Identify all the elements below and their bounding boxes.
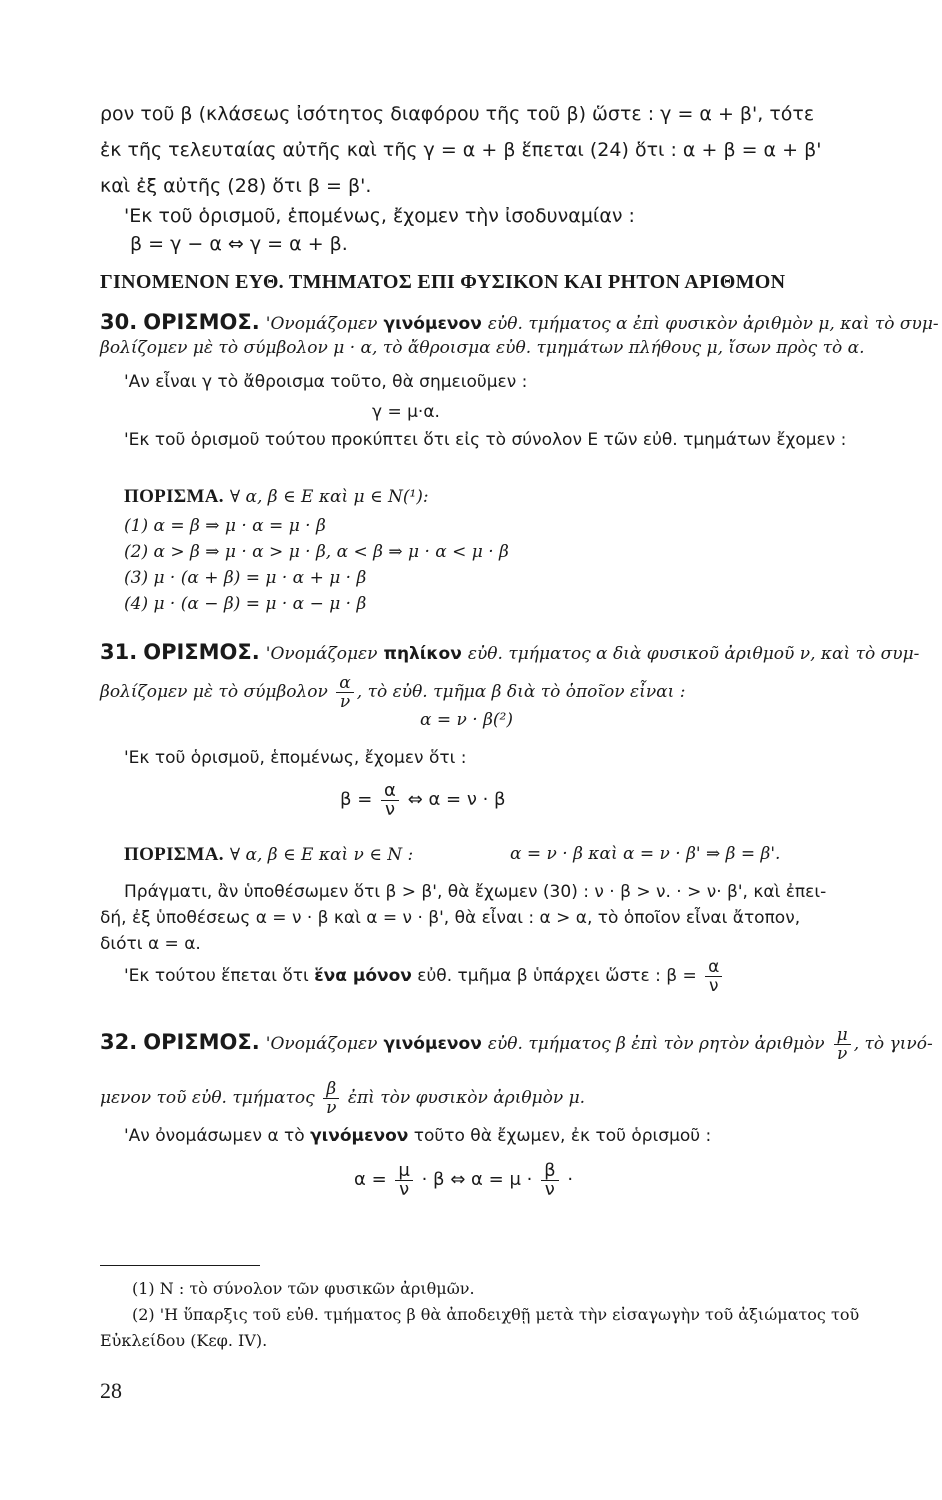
formula-part: · β ⇔ α = μ · <box>421 1169 533 1190</box>
corollary-item: (1) α = β ⇒ μ · α = μ · β <box>124 516 326 536</box>
text-line: καὶ ἐξ αὐτῆς (28) ὅτι β = β'. <box>100 175 372 197</box>
fraction-numerator: β <box>541 1162 559 1181</box>
definition-32-line2 <box>100 1078 585 1118</box>
definition-label: ΟΡΙΣΜΟΣ. <box>143 640 260 664</box>
fraction-numerator: α <box>381 782 399 801</box>
text-part: 'Εκ τούτου ἕπεται ὅτι <box>124 966 309 986</box>
definition-text: εὐθ. τμήματος β ἐπὶ τὸν ρητὸν ἀριθμὸν <box>487 1034 825 1054</box>
fraction-denominator: ν <box>837 1043 848 1064</box>
section-heading: ΓΙΝΟΜΕΝΟΝ ΕΥΘ. ΤΜΗΜΑΤΟΣ ΕΠΙ ΦΥΣΙΚΟΝ ΚΑΙ ΡΗΤΟΝ ΑΡΙΘΜΟΝ <box>100 271 786 293</box>
term-bold: γινόμενον <box>383 1034 482 1054</box>
formula-part: ⇔ α = ν · β <box>407 789 506 810</box>
formula-part: · <box>567 1169 574 1190</box>
footnote: (2) 'Η ὕπαρξις τοῦ εὐθ. τμήματος β θὰ ἀποδειχθῇ μετὰ τὴν εἰσαγωγὴν τοῦ ἀξιώματος τοῦ <box>132 1305 860 1324</box>
definition-text: εὐθ. τμήματος α διὰ φυσικοῦ ἀριθμοῦ ν, καὶ τὸ συμ- <box>467 644 920 664</box>
corollary-item: (4) μ · (α − β) = μ · α − μ · β <box>124 594 367 614</box>
definition-number: 32. <box>100 1030 138 1054</box>
footnote-divider <box>100 1265 260 1266</box>
fraction-denominator: ν <box>544 1178 555 1200</box>
text-line: 'Εκ τοῦ ὁρισμοῦ, ἑπομένως, ἔχομεν τὴν ἰσοδυναμίαν : <box>124 205 635 227</box>
fraction-denominator: ν <box>326 1098 337 1118</box>
definition-text: , τὸ γινό- <box>853 1034 933 1054</box>
corollary-label: ΠΟΡΙΣΜΑ. <box>124 844 224 865</box>
term-bold: ἕνα μόνον <box>314 966 412 986</box>
definition-32-line1 <box>100 1022 933 1064</box>
fraction-numerator: μ <box>834 1026 851 1045</box>
text-line: δή, ἐξ ὑποθέσεως α = ν · β καὶ α = ν · β', θὰ εἶναι : α > α, τὸ ὁποῖον εἶναι ἄτοπον, <box>100 908 801 928</box>
product-formula <box>354 1160 573 1200</box>
definition-text: ἐπὶ τὸν φυσικὸν ἀριθμὸν μ. <box>347 1088 586 1108</box>
definition-text: εὐθ. τμήματος α ἐπὶ φυσικὸν ἀριθμὸν μ, καὶ τὸ συμ- <box>487 314 939 334</box>
definition-text: 'Ονομάζομεν <box>265 644 378 664</box>
definition-text: μενον τοῦ εὐθ. τμήματος <box>100 1088 315 1108</box>
text-line: ρον τοῦ β (κλάσεως ἰσότητος διαφόρου τῆς τοῦ β) ὥστε : γ = α + β', τότε <box>100 103 815 125</box>
text-line: βολίζομεν μὲ τὸ σύμβολον μ · α, τὸ ἄθροισμα εὐθ. τμημάτων πλήθους μ, ἴσων πρὸς τὸ α. <box>100 338 865 358</box>
formula-part: β = <box>340 789 373 810</box>
fraction <box>323 1080 339 1117</box>
definition-number: 30. <box>100 310 138 334</box>
fraction-numerator: μ <box>395 1162 412 1181</box>
fraction-numerator: α <box>705 958 722 977</box>
fraction <box>541 1159 559 1200</box>
definition-30-line1 <box>100 310 939 336</box>
fraction-denominator: ν <box>399 1178 410 1200</box>
term-bold: γινόμενον <box>383 314 482 334</box>
text-line: διότι α = α. <box>100 934 201 954</box>
definition-label: ΟΡΙΣΜΟΣ. <box>143 1030 260 1054</box>
corollary-intro: ∀ α, β ∈ Ε καὶ μ ∈ N(¹): <box>229 487 429 507</box>
corollary-label: ΠΟΡΙΣΜΑ. <box>124 486 224 507</box>
term-bold: γινόμενον <box>310 1126 409 1146</box>
text-part: εὐθ. τμῆμα β ὑπάρχει ὥστε : β = <box>417 966 697 986</box>
text-line: 'Εκ τοῦ ὁρισμοῦ, ἑπομένως, ἔχομεν ὅτι : <box>124 748 467 768</box>
text-line: Πράγματι, ἂν ὑποθέσωμεν ὅτι β > β', θὰ ἔχωμεν (30) : ν · β > ν. · > ν· β', καὶ ἐπει- <box>124 882 827 902</box>
definition-32-line3 <box>124 1124 711 1148</box>
definition-31-line1 <box>100 640 919 666</box>
fraction <box>336 674 353 711</box>
text-line: 'Αν εἶναι γ τὸ ἄθροισμα τοῦτο, θὰ σημειοῦμεν : <box>124 372 528 392</box>
formula: γ = μ·α. <box>372 402 440 422</box>
formula-part: α = <box>354 1169 387 1190</box>
quotient-formula <box>340 780 506 820</box>
corollary-intro: ∀ α, β ∈ Ε καὶ ν ∈ N : <box>229 845 414 865</box>
footnote: (1) N : τὸ σύνολον τῶν φυσικῶν ἀριθμῶν. <box>132 1279 475 1298</box>
fraction <box>834 1026 851 1063</box>
corollary-item: (2) α > β ⇒ μ · α > μ · β, α < β ⇒ μ · α < μ · β <box>124 542 509 562</box>
corollary-item: (3) μ · (α + β) = μ · α + μ · β <box>124 568 367 588</box>
definition-text: 'Ονομάζομεν <box>265 314 378 334</box>
corollary-formula: α = ν · β καὶ α = ν · β' ⇒ β = β'. <box>510 844 781 864</box>
fraction-numerator: β <box>323 1080 339 1099</box>
text-line: 'Εκ τοῦ ὁρισμοῦ τούτου προκύπτει ὅτι εἰς τὸ σύνολον Ε τῶν εὐθ. τμημάτων ἔχομεν : <box>124 430 847 450</box>
footnote: Εὐκλείδου (Κεφ. IV). <box>100 1331 268 1350</box>
formula: α = ν · β(²) <box>420 710 513 730</box>
page-number: 28 <box>100 1378 122 1403</box>
corollary-2-header <box>124 842 413 867</box>
fraction-denominator: ν <box>384 798 395 820</box>
equivalence-formula: β = γ − α ⇔ γ = α + β. <box>130 233 348 255</box>
text-part: τοῦτο θὰ ἔχωμεν, ἐκ τοῦ ὁρισμοῦ : <box>413 1126 712 1146</box>
corollary-1-header <box>124 484 429 509</box>
definition-text: βολίζομεν μὲ τὸ σύμβολον <box>100 682 328 702</box>
term-bold: πηλίκον <box>383 644 462 664</box>
fraction <box>705 958 722 995</box>
definition-label: ΟΡΙΣΜΟΣ. <box>143 310 260 334</box>
fraction-denominator: ν <box>708 975 719 996</box>
definition-text: 'Ονομάζομεν <box>265 1034 378 1054</box>
fraction-denominator: ν <box>339 692 351 712</box>
fraction-numerator: α <box>336 674 353 693</box>
uniqueness-line <box>124 956 725 996</box>
definition-text: , τὸ εὐθ. τμῆμα β διὰ τὸ ὁποῖον εἶναι : <box>356 682 686 702</box>
text-part: 'Αν ὀνομάσωμεν α τὸ <box>124 1126 305 1146</box>
definition-number: 31. <box>100 640 138 664</box>
definition-31-line2 <box>100 672 685 712</box>
fraction <box>381 779 399 820</box>
text-line: ἐκ τῆς τελευταίας αὐτῆς καὶ τῆς γ = α + β ἕπεται (24) ὅτι : α + β = α + β' <box>100 139 822 161</box>
fraction <box>395 1159 412 1200</box>
